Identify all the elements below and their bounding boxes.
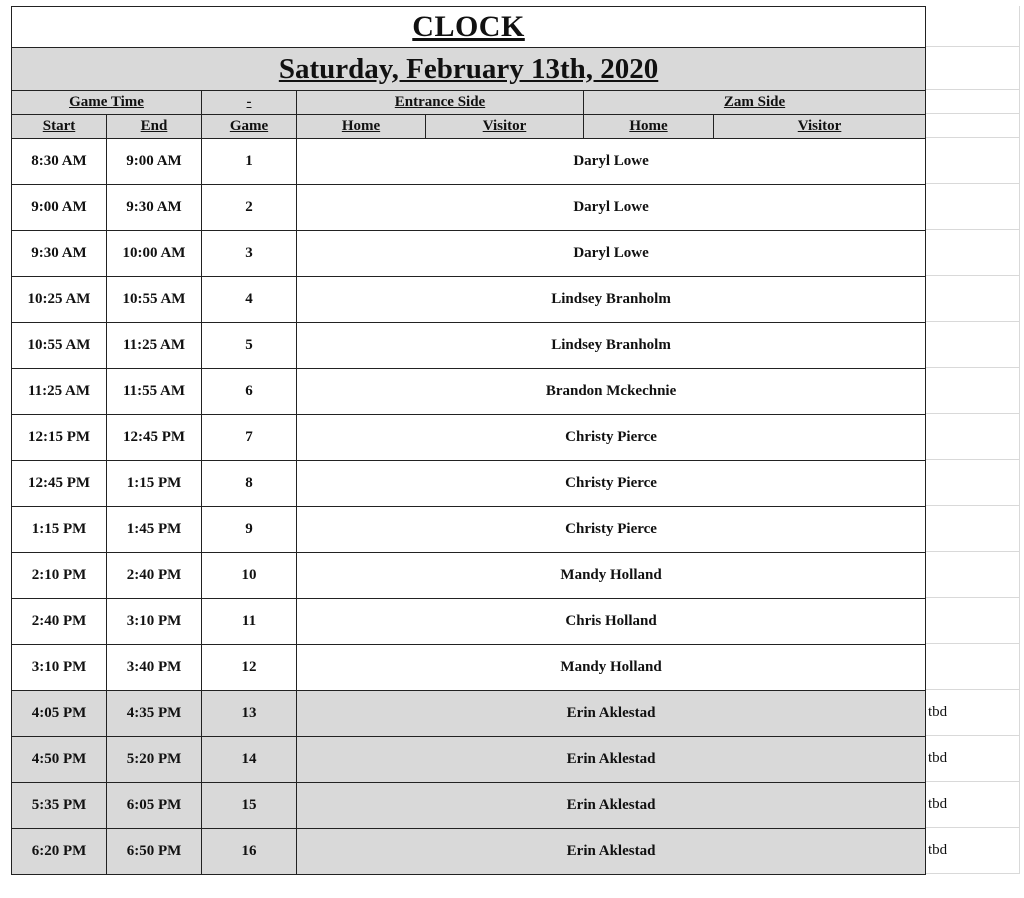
game-cell: 1 xyxy=(202,139,297,185)
table-row xyxy=(12,783,926,829)
note-cell: tbd xyxy=(925,828,1020,874)
end-cell: 5:20 PM xyxy=(107,737,202,783)
assignee-cell: Christy Pierce xyxy=(297,415,926,461)
start-cell: 2:10 PM xyxy=(12,553,107,599)
start-cell: 10:25 AM xyxy=(12,277,107,323)
side-grid xyxy=(925,6,1020,876)
assignee-cell: Erin Aklestad xyxy=(297,783,926,829)
start-cell: 12:45 PM xyxy=(12,461,107,507)
game-cell: 16 xyxy=(202,829,297,875)
start-cell: 8:30 AM xyxy=(12,139,107,185)
assignee-cell: Christy Pierce xyxy=(297,461,926,507)
end-cell: 3:10 PM xyxy=(107,599,202,645)
end-cell: 1:15 PM xyxy=(107,461,202,507)
start-cell: 5:35 PM xyxy=(12,783,107,829)
end-cell: 1:45 PM xyxy=(107,507,202,553)
assignee-cell: Christy Pierce xyxy=(297,507,926,553)
assignee-cell: Chris Holland xyxy=(297,599,926,645)
game-cell: 5 xyxy=(202,323,297,369)
end-cell: 6:50 PM xyxy=(107,829,202,875)
sheet-title: CLOCK xyxy=(12,7,926,48)
note-cell xyxy=(925,138,1020,184)
table-row xyxy=(12,277,926,323)
table-row xyxy=(12,231,926,277)
table-row xyxy=(12,461,926,507)
end-cell: 10:55 AM xyxy=(107,277,202,323)
note-cell: tbd xyxy=(925,690,1020,736)
start-cell: 4:05 PM xyxy=(12,691,107,737)
table-row xyxy=(12,415,926,461)
end-cell: 11:25 AM xyxy=(107,323,202,369)
header-start: Start xyxy=(12,115,107,139)
note-cell: tbd xyxy=(925,736,1020,782)
start-cell: 4:50 PM xyxy=(12,737,107,783)
start-cell: 11:25 AM xyxy=(12,369,107,415)
table-row xyxy=(12,553,926,599)
table-row xyxy=(12,139,926,185)
assignee-cell: Daryl Lowe xyxy=(297,185,926,231)
note-cell xyxy=(925,184,1020,230)
start-cell: 1:15 PM xyxy=(12,507,107,553)
table-row xyxy=(12,323,926,369)
start-cell: 2:40 PM xyxy=(12,599,107,645)
header-blank: - xyxy=(202,91,297,115)
note-cell xyxy=(925,368,1020,414)
end-cell: 9:30 AM xyxy=(107,185,202,231)
header-game-time: Game Time xyxy=(12,91,202,115)
game-cell: 14 xyxy=(202,737,297,783)
game-cell: 10 xyxy=(202,553,297,599)
assignee-cell: Mandy Holland xyxy=(297,553,926,599)
assignee-cell: Daryl Lowe xyxy=(297,231,926,277)
header-zam-visitor: Visitor xyxy=(714,115,926,139)
game-cell: 4 xyxy=(202,277,297,323)
header-zam-side: Zam Side xyxy=(584,91,926,115)
schedule-table xyxy=(11,6,926,875)
game-cell: 8 xyxy=(202,461,297,507)
note-cell xyxy=(925,644,1020,690)
note-cell xyxy=(925,506,1020,552)
game-cell: 9 xyxy=(202,507,297,553)
start-cell: 10:55 AM xyxy=(12,323,107,369)
end-cell: 11:55 AM xyxy=(107,369,202,415)
start-cell: 9:00 AM xyxy=(12,185,107,231)
note-cell xyxy=(925,322,1020,368)
table-row xyxy=(12,829,926,875)
note-cell xyxy=(925,552,1020,598)
game-cell: 3 xyxy=(202,231,297,277)
side-cell xyxy=(925,114,1020,138)
game-cell: 7 xyxy=(202,415,297,461)
table-row xyxy=(12,185,926,231)
end-cell: 12:45 PM xyxy=(107,415,202,461)
side-cell xyxy=(925,6,1020,47)
table-row xyxy=(12,691,926,737)
note-cell xyxy=(925,230,1020,276)
assignee-cell: Mandy Holland xyxy=(297,645,926,691)
header-entrance-home: Home xyxy=(297,115,426,139)
table-row xyxy=(12,645,926,691)
game-cell: 11 xyxy=(202,599,297,645)
assignee-cell: Erin Aklestad xyxy=(297,691,926,737)
game-cell: 13 xyxy=(202,691,297,737)
table-row xyxy=(12,507,926,553)
header-game: Game xyxy=(202,115,297,139)
start-cell: 3:10 PM xyxy=(12,645,107,691)
end-cell: 10:00 AM xyxy=(107,231,202,277)
note-cell xyxy=(925,414,1020,460)
assignee-cell: Lindsey Branholm xyxy=(297,323,926,369)
game-cell: 12 xyxy=(202,645,297,691)
game-cell: 2 xyxy=(202,185,297,231)
header-end: End xyxy=(107,115,202,139)
assignee-cell: Daryl Lowe xyxy=(297,139,926,185)
start-cell: 9:30 AM xyxy=(12,231,107,277)
note-cell xyxy=(925,598,1020,644)
end-cell: 4:35 PM xyxy=(107,691,202,737)
table-row xyxy=(12,369,926,415)
note-cell xyxy=(925,276,1020,322)
assignee-cell: Erin Aklestad xyxy=(297,829,926,875)
side-cell xyxy=(925,90,1020,114)
header-entrance-side: Entrance Side xyxy=(297,91,584,115)
note-cell: tbd xyxy=(925,782,1020,828)
start-cell: 12:15 PM xyxy=(12,415,107,461)
end-cell: 9:00 AM xyxy=(107,139,202,185)
end-cell: 2:40 PM xyxy=(107,553,202,599)
table-row xyxy=(12,737,926,783)
start-cell: 6:20 PM xyxy=(12,829,107,875)
table-row xyxy=(12,599,926,645)
note-cell xyxy=(925,460,1020,506)
end-cell: 6:05 PM xyxy=(107,783,202,829)
assignee-cell: Brandon Mckechnie xyxy=(297,369,926,415)
header-zam-home: Home xyxy=(584,115,714,139)
assignee-cell: Erin Aklestad xyxy=(297,737,926,783)
side-cell xyxy=(925,47,1020,90)
sheet-date: Saturday, February 13th, 2020 xyxy=(12,48,926,91)
assignee-cell: Lindsey Branholm xyxy=(297,277,926,323)
game-cell: 15 xyxy=(202,783,297,829)
game-cell: 6 xyxy=(202,369,297,415)
header-entrance-visitor: Visitor xyxy=(426,115,584,139)
end-cell: 3:40 PM xyxy=(107,645,202,691)
